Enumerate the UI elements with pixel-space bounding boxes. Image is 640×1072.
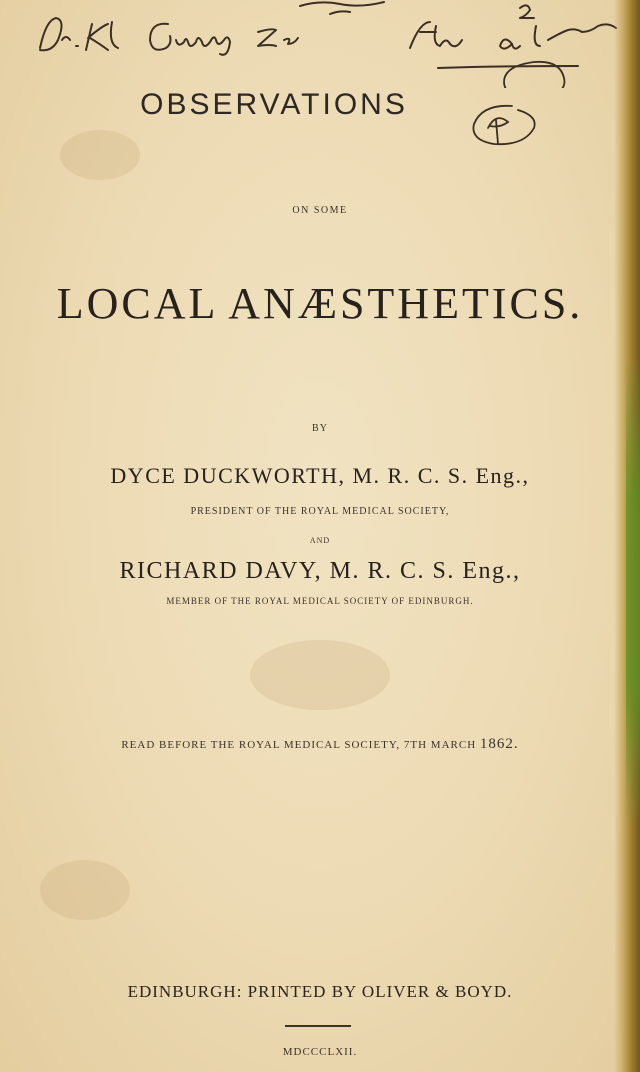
page-edge [614,0,640,1072]
handwritten-inscription [0,0,640,88]
publication-date: MDCCCLXII. [282,1046,358,1058]
author-1-name: DYCE DUCKWORTH, M. R. C. S. Eng., [110,463,530,488]
foxing-stain [60,130,140,180]
read-before-text: READ BEFORE THE ROYAL MEDICAL SOCIETY, 7TH MARCH [121,739,480,751]
imprint: EDINBURGH: PRINTED BY OLIVER & BOYD. [127,982,513,1001]
read-before-year: 1862. [479,736,519,752]
title-observations: OBSERVATIONS [140,88,408,121]
subtitle-on-some: ON SOME [292,205,348,216]
read-before-note [0,736,640,753]
handwriting-strokes [0,0,640,88]
byline-by: BY [312,423,328,434]
page-edge-tint [626,360,640,820]
author-2-affiliation: MEMBER OF THE ROYAL MEDICAL SOCIETY OF EDINBURGH. [166,596,474,606]
conjunction-and: AND [309,536,331,545]
foxing-stain [40,860,130,920]
author-2-name: RICHARD DAVY, M. R. C. S. Eng., [119,558,521,584]
main-title: LOCAL ANÆSTHETICS. [56,279,584,328]
foxing-stain [250,640,390,710]
divider-rule [285,1025,351,1027]
author-1-affiliation: PRESIDENT OF THE ROYAL MEDICAL SOCIETY, [190,506,450,517]
